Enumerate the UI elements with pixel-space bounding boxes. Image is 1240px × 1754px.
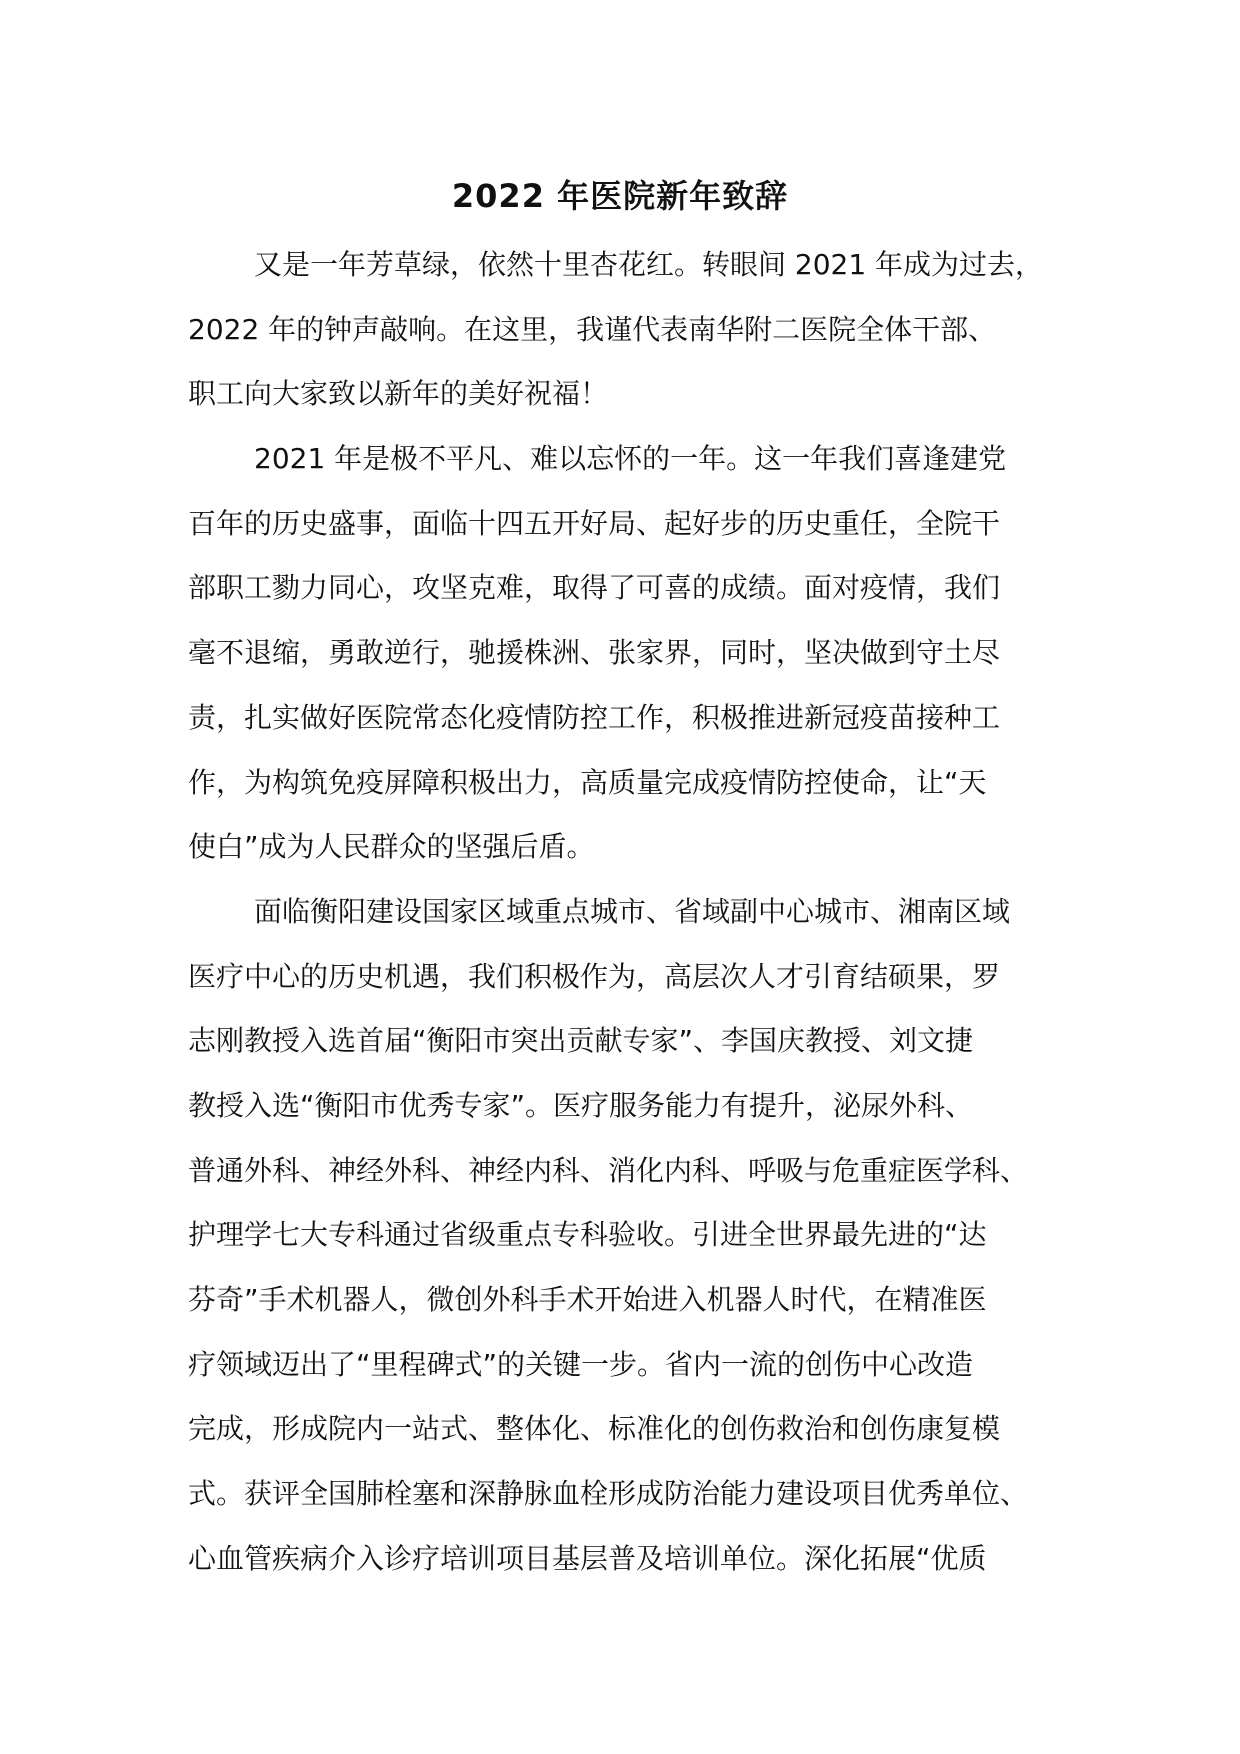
paragraph-2-line-1: 2021 年是极不平凡、难以忘怀的一年。这一年我们喜逢建党 <box>254 442 1007 476</box>
paragraph-3-line-10: 式。获评全国肺栓塞和深静脉血栓形成防治能力建设项目优秀单位、 <box>188 1477 1029 1511</box>
paragraph-1-line-2: 2022 年的钟声敲响。在这里，我谨代表南华附二医院全体干部、 <box>188 312 997 346</box>
paragraph-2-line-7: 使白”成为人民群众的坚强后盾。 <box>188 830 595 864</box>
paragraph-3-line-9: 完成，形成院内一站式、整体化、标准化的创伤救治和创伤康复模 <box>188 1412 1001 1446</box>
document-title: 2022 年医院新年致辞 <box>451 177 789 215</box>
document-body <box>188 233 1070 1591</box>
paragraph-3-line-8: 疗领域迈出了“里程碑式”的关键一步。省内一流的创伤中心改造 <box>188 1347 974 1381</box>
paragraph-3-line-4: 教授入选“衡阳市优秀专家”。医疗服务能力有提升，泌尿外科、 <box>188 1088 974 1122</box>
paragraph-2-line-3: 部职工勠力同心，攻坚克难，取得了可喜的成绩。面对疫情，我们 <box>188 571 1001 605</box>
paragraph-3-line-5: 普通外科、神经外科、神经内科、消化内科、呼吸与危重症医学科、 <box>188 1153 1029 1187</box>
paragraph-3-line-11: 心血管疾病介入诊疗培训项目基层普及培训单位。深化拓展“优质 <box>188 1541 987 1575</box>
paragraph-1-line-3: 职工向大家致以新年的美好祝福！ <box>188 377 609 411</box>
paragraph-3-line-3: 志刚教授入选首届“衡阳市突出贡献专家”、李国庆教授、刘文捷 <box>188 1024 974 1058</box>
paragraph-2-line-6: 作，为构筑免疫屏障积极出力，高质量完成疫情防控使命，让“天 <box>188 765 987 799</box>
paragraph-2-line-2: 百年的历史盛事，面临十四五开好局、起好步的历史重任，全院干 <box>188 506 1001 540</box>
paragraph-3-line-7: 芬奇”手术机器人，微创外科手术开始进入机器人时代，在精准医 <box>188 1283 987 1316</box>
paragraph-2-line-5: 责，扎实做好医院常态化疫情防控工作，积极推进新冠疫苗接种工 <box>188 700 1001 734</box>
paragraph-1-line-1: 又是一年芳草绿，依然十里杏花红。转眼间 2021 年成为过去， <box>254 248 1044 281</box>
paragraph-3-line-1: 面临衡阳建设国家区域重点城市、省域副中心城市、湘南区域 <box>254 894 1011 928</box>
paragraph-3-line-6: 护理学七大专科通过省级重点专科验收。引进全世界最先进的“达 <box>188 1218 987 1252</box>
paragraph-2-line-4: 毫不退缩，勇敢逆行，驰援株洲、张家界，同时，坚决做到守土尽 <box>188 636 1001 670</box>
paragraph-3-line-2: 医疗中心的历史机遇，我们积极作为，高层次人才引育结硕果，罗 <box>188 959 1001 993</box>
